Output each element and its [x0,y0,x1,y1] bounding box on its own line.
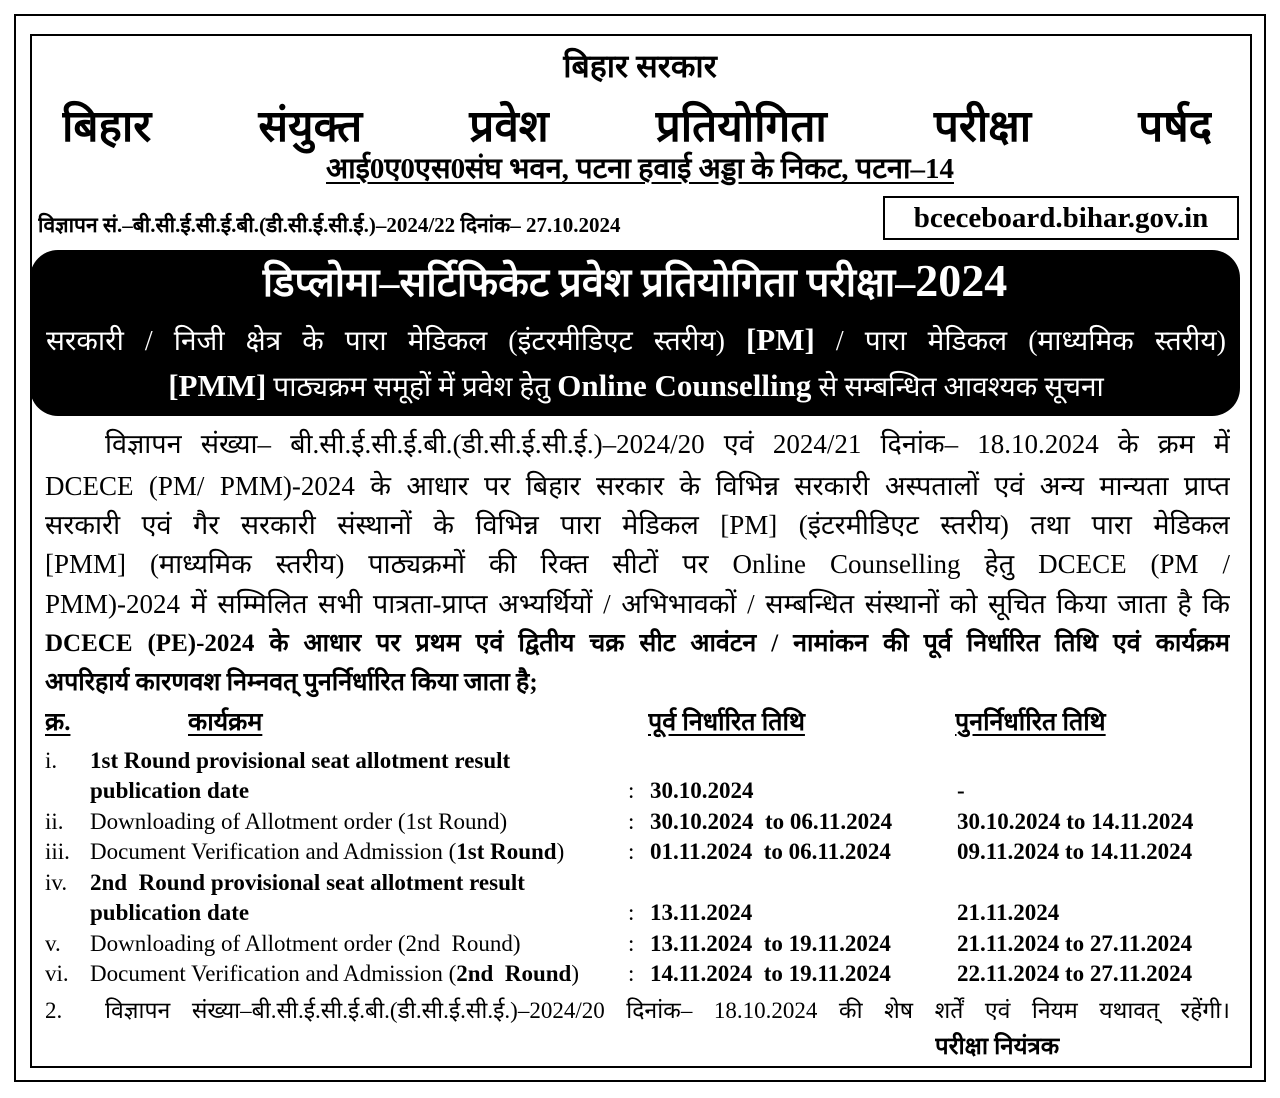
table-row-sn: ii. [45,809,64,834]
table-row-colon: : [628,900,635,925]
notice-line-6: DCECE (PE)-2024 के आधार पर प्रथम एवं द्वितीय चक्र सीट आवंटन / नामांकन की पूर्व निर्धारित तिथि एवं कार्यक्रम [45,630,1230,657]
table-row-program: 1st Round provisional seat allotment result [90,748,511,773]
table-header-program-text: कार्यक्रम [188,709,263,736]
table-row-sn: vi. [45,961,69,986]
board-address [30,150,1250,190]
table-row-new-date: 21.11.2024 to 27.11.2024 [957,931,1193,956]
website-box: bceceboard.bihar.gov.in [883,196,1239,240]
table-row-new-date: 30.10.2024 to 14.11.2024 [957,809,1194,834]
table-row-program-cont: publication date [90,900,250,925]
table-row-program-bold: 2nd Round [456,961,572,986]
table-header-sn-text: क्र. [45,709,71,736]
table-row-new-date: - [957,778,965,803]
board-name: बिहार संयुक्त प्रवेश प्रतियोगिता परीक्षा पर्षद [62,102,1212,151]
table-row-new-date: 09.11.2024 to 14.11.2024 [957,839,1193,864]
table-row-colon: : [628,839,635,864]
notice-line-2: DCECE (PM/ PMM)-2024 के आधार पर बिहार सरकार के विभिन्न सरकारी अस्पतालों एवं अन्य मान्यता प्राप्त [45,471,1230,501]
table-row-previous-date: 01.11.2024 to 06.11.2024 [650,839,891,864]
table-row-previous-date: 13.11.2024 [650,900,753,925]
table-row-program: Downloading of Allotment order (2nd Round) [90,931,521,956]
banner-line-3-c: Online Counselling [557,368,812,403]
table-row-colon: : [628,809,635,834]
table-row-program-prefix: Document Verification and Admission ( [90,839,457,864]
table-row-colon: : [628,778,635,803]
table-row-sn: v. [45,931,61,956]
table-row-sn: iv. [45,870,68,895]
table-row-program: 2nd Round provisional seat allotment result [90,870,525,895]
board-address-text: आई0ए0एस0संघ भवन, पटना हवाई अड्डा के निकट, पटना–14 [326,153,954,185]
table-row-previous-date: 13.11.2024 to 19.11.2024 [650,931,891,956]
table-header-sn [45,707,165,739]
table-row-program-cont: publication date [90,778,250,803]
banner-line-3-d: से सम्बन्धित आवश्यक सूचना [811,372,1104,403]
banner-line-2-a: सरकारी / निजी क्षेत्र के पारा मेडिकल (इंटरमीडिएट स्तरीय) [46,326,746,357]
table-row-program [90,837,628,867]
banner-line-2-b: [PM] [745,322,815,357]
table-row-colon: : [628,961,635,986]
notice-banner [30,250,1240,416]
advertisement-number: विज्ञापन सं.–बी.सी.ई.सी.ई.बी.(डी.सी.ई.सी.ई.)–2024/22 दिनांक– 27.10.2024 [38,213,621,237]
notice-line-5: PMM)-2024 में सम्मिलित सभी पात्रता-प्राप्त अभ्यर्थियों / अभिभावकों / सम्बन्धित संस्थानों को सूचित किया जाता है कि [45,589,1230,619]
table-row-program: Downloading of Allotment order (1st Round) [90,809,508,834]
table-row-program-bold: 1st Round [456,839,557,864]
table-row-previous-date: 14.11.2024 to 19.11.2024 [650,961,891,986]
table-row-previous-date: 30.10.2024 to 06.11.2024 [650,809,893,834]
table-row-program-suffix: ) [571,961,579,986]
table-row-program-prefix: Document Verification and Admission ( [90,961,457,986]
banner-title-year: 2024 [915,255,1008,306]
table-row-program [90,959,628,989]
table-row-new-date: 22.11.2024 to 27.11.2024 [957,961,1193,986]
table-row-new-date: 21.11.2024 [957,900,1060,925]
table-row-colon: : [628,931,635,956]
banner-line-3 [46,364,1226,408]
notice-line-1: विज्ञापन संख्या– बी.सी.ई.सी.ई.बी.(डी.सी.ई.सी.ई.)–2024/20 एवं 2024/21 दिनांक– 18.10.2024 के क्रम में [105,429,1230,459]
table-header-new-date [955,707,1235,739]
banner-line-2 [46,318,1226,362]
note-2-text: विज्ञापन संख्या–बी.सी.ई.सी.ई.बी.(डी.सी.ई.सी.ई.)–2024/20 दिनांक– 18.10.2024 की शेष शर्तें एवं नियम यथावत् रहेंगी। [105,998,1230,1023]
table-header-new-date-text: पुनर्निर्धारित तिथि [955,709,1106,736]
banner-line-2-c: / पारा मेडिकल (माध्यमिक स्तरीय) [814,326,1226,357]
signature-designation: परीक्षा नियंत्रक [935,1034,1060,1060]
table-row-sn: iii. [45,839,70,864]
table-row-program-suffix: ) [556,839,565,864]
notice-line-4: [PMM] (माध्यमिक स्तरीय) पाठ्यक्रमों की रिक्त सीटों पर Online Counselling हेतु DCECE (PM / [45,549,1230,579]
table-row-previous-date: 30.10.2024 [650,778,754,803]
table-header-previous-date [648,707,948,739]
note-2-number: 2. [45,998,63,1023]
banner-title-text: डिप्लोमा–सर्टिफिकेट प्रवेश प्रतियोगिता परीक्षा– [262,260,916,305]
table-row-sn: i. [45,748,58,773]
banner-title [30,254,1240,308]
notice-line-7: अपरिहार्य कारणवश निम्नवत् पुनर्निर्धारित किया जाता है; [45,669,538,696]
table-header-previous-date-text: पूर्व निर्धारित तिथि [648,709,805,736]
government-name: बिहार सरकार [563,48,717,84]
banner-line-3-a: [PMM] [168,368,267,403]
banner-line-3-b: पाठ्यक्रम समूहों में प्रवेश हेतु [266,372,558,403]
table-header-program [188,707,488,739]
notice-line-3: सरकारी एवं गैर सरकारी संस्थानों के विभिन्न पारा मेडिकल [PM] (इंटरमीडिएट स्तरीय) तथा पारा मेडिकल [45,510,1230,540]
